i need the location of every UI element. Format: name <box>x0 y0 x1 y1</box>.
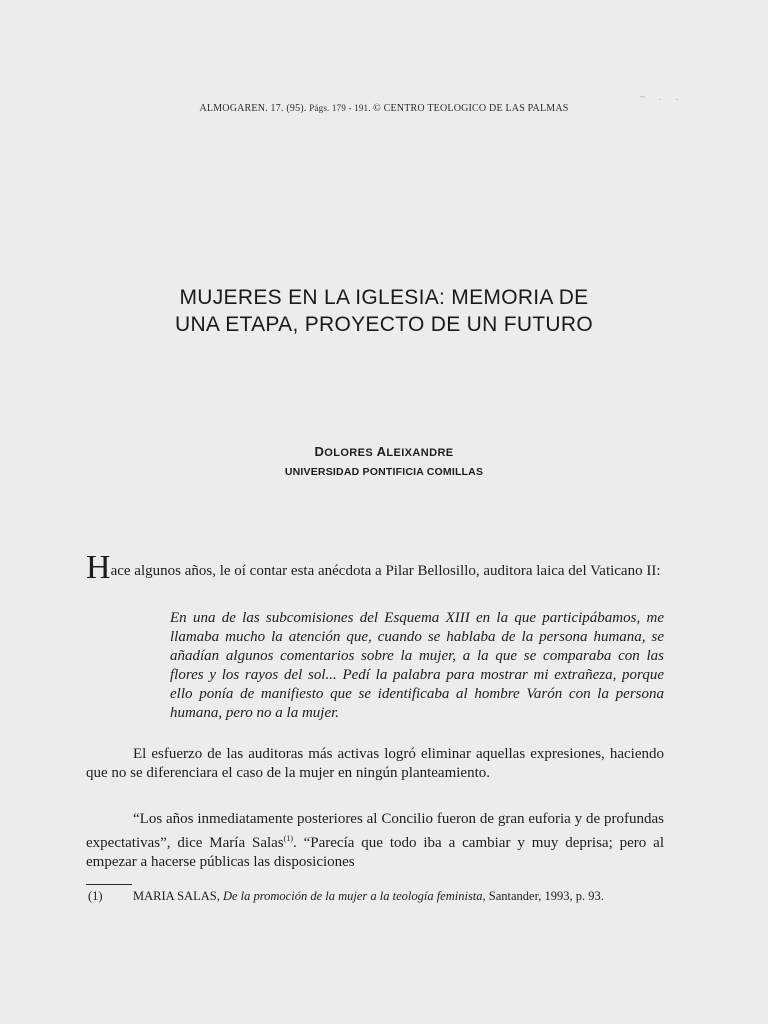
footnote <box>86 889 666 904</box>
footnote-rest: , Santander, 1993, p. 93. <box>482 889 604 903</box>
paragraph-1-text: ace algunos años, le oí contar esta anécdota a Pilar Bellosillo, auditora laica del Vaticano II: <box>110 563 661 579</box>
footnote-divider <box>86 884 132 885</box>
author-first-rest: OLORES <box>324 447 377 459</box>
title-line-1: MUJERES EN LA IGLESIA: MEMORIA DE <box>179 286 589 309</box>
footnote-author: MARIA SALAS, <box>133 889 223 903</box>
paragraph-2: El esfuerzo de las auditoras más activas logró eliminar aquellas expresiones, haciendo que no se diferenciara el caso de la mujer en ningún planteamiento. <box>86 746 664 781</box>
title-line-2: UNA ETAPA, PROYECTO DE UN FUTURO <box>175 313 593 336</box>
author-name <box>0 444 768 459</box>
block-quote: En una de las subcomisiones del Esquema XIII en la que participábamos, me llamaba mucho la atención que, cuando se hablaba de la persona humana, se añadían algunos comentarios sobre la mujer, a la que se comparaba con las flores y los rayos del sol... Pedí la palabra para mostrar mi extrañeza, porque ello ponía de manifiesto que se identificaba al hombre Varón con la persona humana, pero no a la mujer. <box>170 610 664 721</box>
author-last-initial: A <box>376 444 387 459</box>
footnote-reference[interactable]: (1) <box>283 834 293 843</box>
paragraph-1 <box>86 549 664 586</box>
author-last-rest: LEIXANDRE <box>386 447 454 459</box>
footnote-text <box>133 889 666 904</box>
author-first-initial: D <box>314 444 325 459</box>
running-head <box>0 103 768 114</box>
journal-citation: ALMOGAREN. 17. (95). <box>199 103 310 114</box>
article-title <box>0 284 768 338</box>
footnote-book-title: De la promoción de la mujer a la teología feminista <box>222 889 483 903</box>
paragraph-3-text-b: . “Parecía que todo iba a cambiar y muy deprisa; pero al empezar a hacerse públicas las disposiciones <box>86 835 664 870</box>
author-affiliation: UNIVERSIDAD PONTIFICIA COMILLAS <box>284 466 484 478</box>
paragraph-3 <box>86 810 664 872</box>
drop-cap: H <box>86 549 111 586</box>
publisher: © CENTRO TEOLOGICO DE LAS PALMAS <box>373 103 569 114</box>
paragraph-3-text-a: “Los años inmediatamente posteriores al Concilio fueron de gran euforia y de profundas expectativas”, dice María Salas <box>86 811 664 851</box>
page-range: Págs. 179 - 191. <box>309 103 374 113</box>
scan-specks: ~ . . <box>640 92 684 102</box>
footnote-number: (1) <box>88 889 103 903</box>
